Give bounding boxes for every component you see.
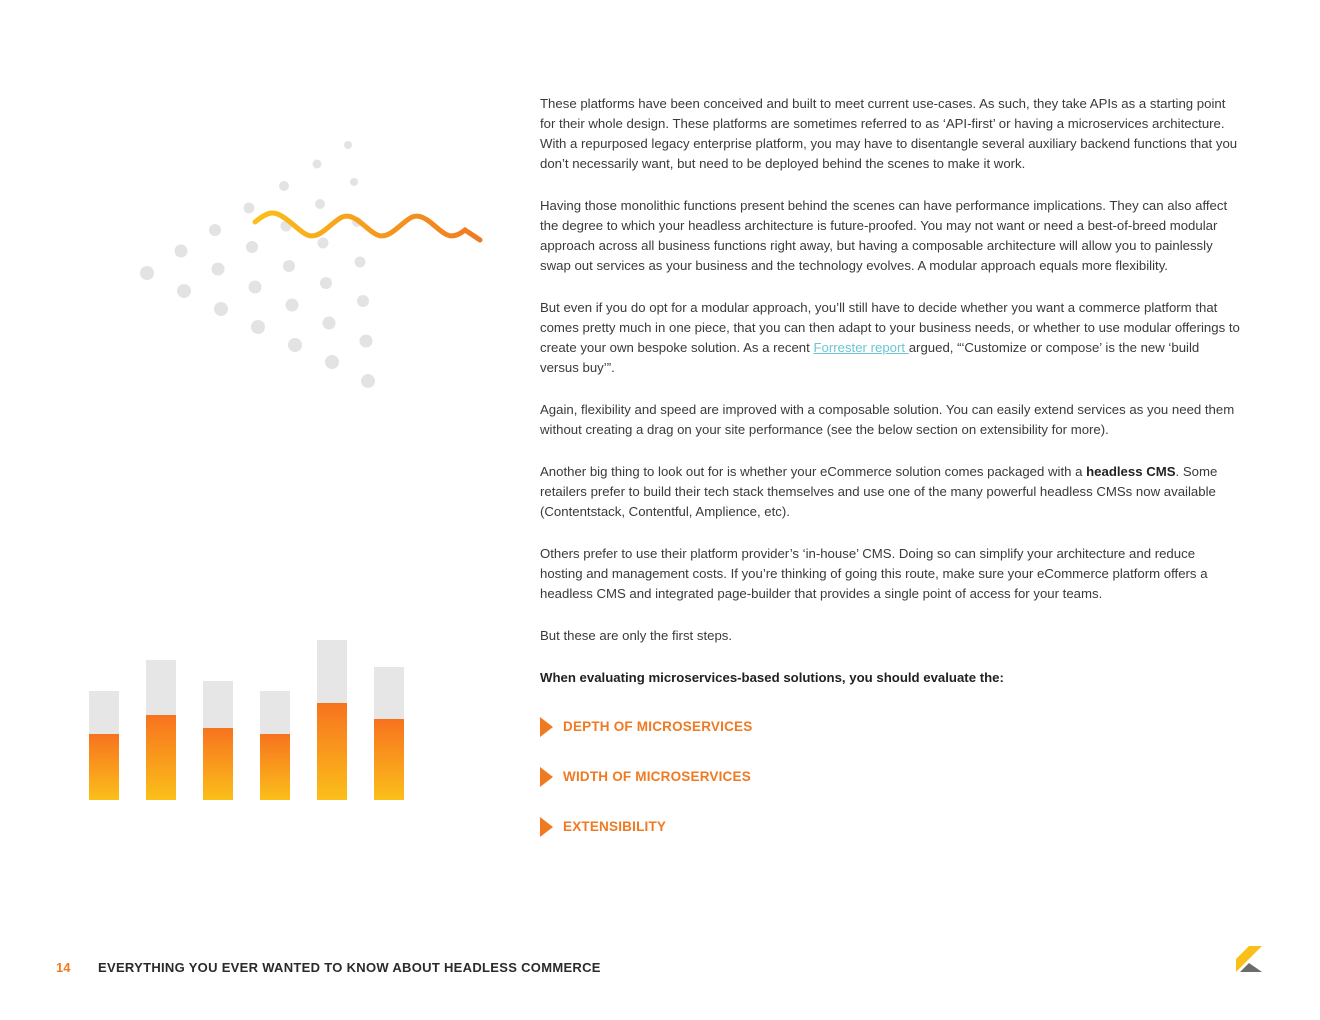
paragraph-1: These platforms have been conceived and built to meet current use-cases. As such, they take APIs as a starting point for their whole design. These platforms are sometimes referred to as ‘API-first’ or having a microservices architecture. With a repurposed legacy enterprise platform, you may have to disentangle several auxiliary backend functions that you don’t necessarily want, but need to be deployed behind the scenes to make it work. — [540, 96, 1238, 171]
criteria-label: WIDTH OF MICROSERVICES — [563, 769, 751, 784]
paragraph-6: Others prefer to use their platform provider’s ‘in-house’ CMS. Doing so can simplify your architecture and reduce hosting and management costs. If you’re thinking of going this route, make sure your eCommerce platform offers a headless CMS and integrated page-builder that provides a single point of access for your teams. — [540, 546, 1208, 601]
paragraph-3-text-a: But even if you do opt for a modular approach, you’ll still have to decide whether you want a commerce platform that comes pretty much in one piece, that you can then adapt to your business needs, or whether to use modular offerings to create your own bespoke solution. As a recent — [540, 300, 1240, 355]
paragraph-5-text-b: . Some retailers prefer to build their tech stack themselves and use one of the many powerful headless CMSs now available (Contentstack, Contentful, Amplience, etc). — [540, 464, 1218, 519]
body-text-column — [540, 94, 1240, 866]
dots-wave-illustration — [130, 130, 490, 400]
bar-6 — [374, 667, 404, 800]
page-number: 14 — [56, 959, 71, 975]
paragraph-4: Again, flexibility and speed are improved with a composable solution. You can easily extend services as you need them without creating a drag on your site performance (see the below section on extensibility for more). — [540, 402, 1235, 437]
criteria-label: DEPTH OF MICROSERVICES — [563, 719, 753, 734]
evaluation-criteria-list — [540, 716, 1240, 838]
bar-5 — [317, 640, 347, 800]
bar-4 — [260, 691, 290, 800]
forrester-report-link[interactable]: Forrester report — [813, 340, 909, 355]
brand-logo-icon — [1235, 945, 1263, 973]
paragraph-5-text-a: Another big thing to look out for is whether your eCommerce solution comes packaged with a — [540, 464, 1087, 479]
criteria-label: EXTENSIBILITY — [563, 819, 667, 834]
triangle-bullet-icon — [540, 767, 553, 787]
paragraph-7: But these are only the first steps. — [540, 628, 733, 643]
bar-illustration — [85, 630, 415, 805]
document-title: EVERYTHING YOU EVER WANTED TO KNOW ABOUT HEADLESS COMMERCE — [98, 959, 601, 975]
paragraph-3-text-b: argued, “‘Customize or compose’ is the new ‘build versus buy’”. — [540, 340, 1200, 375]
paragraph-3 — [540, 298, 1240, 378]
page-footer — [56, 957, 1256, 977]
list-item — [540, 716, 1240, 738]
list-item — [540, 766, 1240, 788]
triangle-bullet-icon — [540, 817, 553, 837]
bar-3 — [203, 681, 233, 800]
paragraph-5 — [540, 462, 1240, 522]
bar-1 — [89, 691, 119, 800]
dot-field — [140, 141, 375, 388]
triangle-bullet-icon — [540, 717, 553, 737]
bar-2 — [146, 660, 176, 800]
evaluation-heading: When evaluating microservices-based solutions, you should evaluate the: — [540, 670, 1004, 685]
headless-cms-emphasis: headless CMS — [1086, 464, 1176, 479]
paragraph-2: Having those monolithic functions present behind the scenes can have performance implications. They can also affect the degree to which your headless architecture is future-proofed. You may not want or need a best-of-breed modular approach across all business functions right away, but having a composable architecture will allow you to painlessly swap out services as your business and the technology evolves. A modular approach equals more flexibility. — [540, 198, 1228, 273]
list-item — [540, 816, 1240, 838]
